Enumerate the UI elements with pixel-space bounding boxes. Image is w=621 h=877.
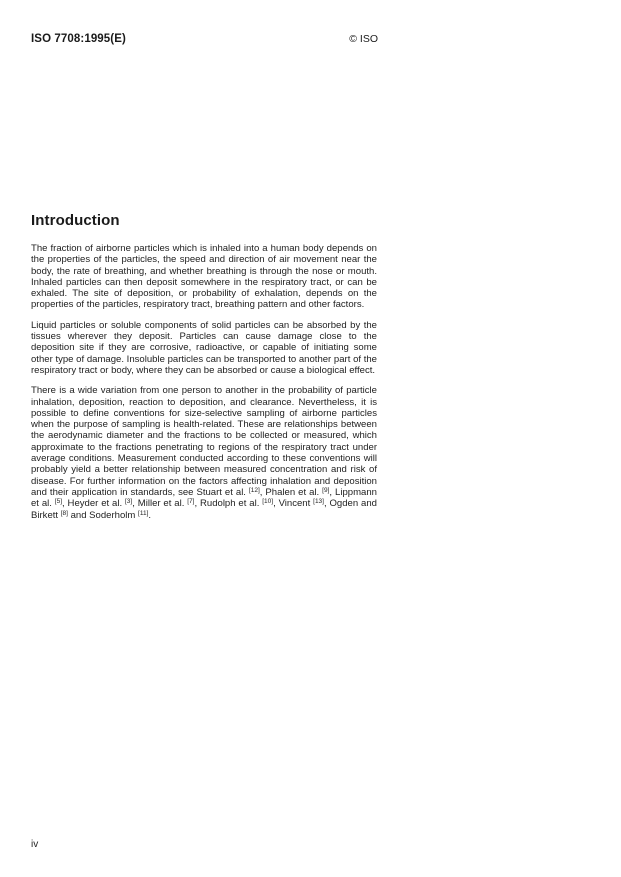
conventions-text: There is a wide variation from one person to another in the probability of particle inhalation, deposition, reaction to deposition, and clearance. Nevertheless, it is possible to define conventions for size-selective sampling of airborne particles when the purpose of sampling is health-related. These are relationships between the aerodynamic diameter and the fractions to be collected or measured, which approximate to the fractions penetrating to regions of the respiratory tract under average conditions. Measurement conducted according to these conventions will probably yield a better relationship between measured concentration and risk of disease. For further information on the factors affecting inhalation and deposition and their application in standards, see Stuart et al. bbox=[31, 385, 377, 498]
paragraph-conventions bbox=[31, 385, 377, 521]
reference-heyder: [3] bbox=[125, 498, 133, 506]
copyright-notice: © ISO bbox=[349, 33, 378, 45]
conventions-text: , Ogden and Birkett bbox=[31, 498, 377, 521]
section-title: Introduction bbox=[31, 212, 120, 229]
reference-phalen: [9] bbox=[322, 486, 330, 494]
reference-lippmann: [5] bbox=[54, 498, 63, 506]
conventions-text: , Lippmann et al. bbox=[31, 486, 377, 510]
conventions-text: , Phalen et al. bbox=[259, 486, 323, 498]
paragraph-inhalation: The fraction of airborne particles which is inhaled into a human body depends on the properties of the particles, the speed and direction of air movement near the body, the rate of breathing, and whether breathing is through the nose or mouth. Inhaled particles can then deposit somewhere in the respiratory tract, or can be exhaled. The site of deposition, or probability of exhalation, depends on the properties of the particles, respiratory tract, breathing pattern and other factors. bbox=[31, 243, 377, 311]
reference-rudolph: [10] bbox=[262, 498, 274, 506]
page-number: iv bbox=[31, 839, 39, 850]
conventions-text: , Rudolph et al. bbox=[194, 498, 263, 510]
reference-miller: [7] bbox=[187, 498, 195, 506]
paragraph-absorption: Liquid particles or soluble components of solid particles can be absorbed by the tissues wherever they deposit. Particles can cause damage close to the deposition site if they are corrosive, radioactive, or capable of initiating some other type of damage. Insoluble particles can be transported to another part of the respiratory tract or body, where they can be absorbed or cause a biological effect. bbox=[31, 319, 377, 376]
reference-stuart: [12] bbox=[248, 486, 260, 494]
conventions-text: and Soderholm bbox=[67, 509, 139, 521]
conventions-text: . bbox=[148, 509, 152, 521]
page-header bbox=[31, 33, 378, 47]
conventions-text: , Miller et al. bbox=[132, 498, 188, 510]
conventions-text: , Heyder et al. bbox=[62, 498, 125, 510]
conventions-text: , Vincent bbox=[273, 498, 314, 510]
standard-number: ISO 7708:1995(E) bbox=[31, 33, 126, 45]
introduction-body bbox=[31, 243, 377, 530]
reference-vincent: [13] bbox=[313, 498, 324, 506]
reference-ogden-birkett: [8] bbox=[60, 509, 68, 517]
reference-soderholm: [11] bbox=[138, 509, 149, 517]
